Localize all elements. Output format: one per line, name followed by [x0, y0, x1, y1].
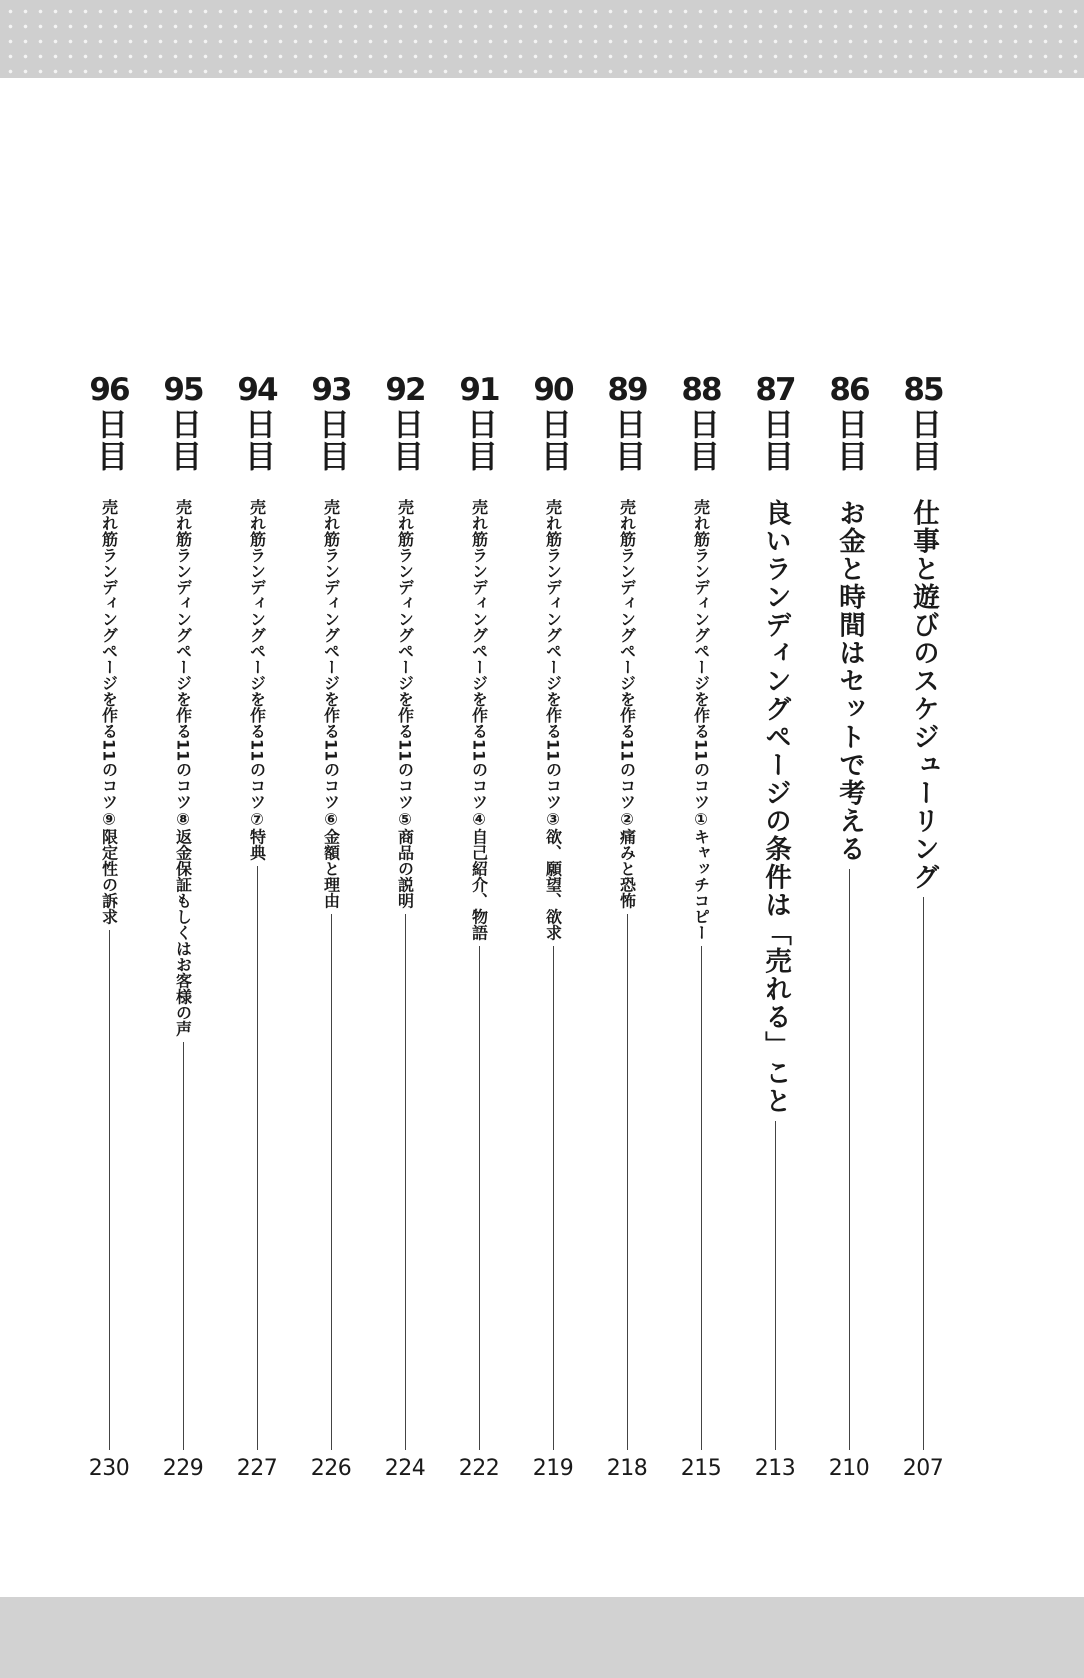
day-number: 91 — [459, 372, 499, 408]
toc-entry-90[interactable] — [525, 372, 581, 1490]
day-label — [525, 372, 581, 472]
leader-line — [331, 914, 332, 1450]
day-number: 85 — [903, 372, 943, 408]
day-number: 96 — [89, 372, 129, 408]
leader-line — [405, 914, 406, 1450]
day-number: 94 — [237, 372, 277, 408]
day-number: 95 — [163, 372, 203, 408]
entry-title — [246, 499, 269, 860]
day-label — [747, 372, 803, 472]
page-number: 219 — [532, 1456, 574, 1481]
leader-line — [257, 866, 258, 1450]
page-number: 207 — [902, 1456, 944, 1481]
day-number: 88 — [681, 372, 721, 408]
day-number: 90 — [533, 372, 573, 408]
entry-title-topic: ①キャッチコピー — [691, 809, 711, 941]
page-number: 230 — [88, 1456, 130, 1481]
page-number: 227 — [236, 1456, 278, 1481]
entry-title — [320, 499, 343, 908]
day-unit: 日目 — [165, 408, 201, 472]
day-unit: 日目 — [461, 408, 497, 472]
toc-entry-92[interactable] — [377, 372, 433, 1490]
toc-entry-89[interactable] — [599, 372, 655, 1490]
entry-title-topic: ②痛みと恐怖 — [617, 809, 637, 909]
page-number: 218 — [606, 1456, 648, 1481]
day-label — [673, 372, 729, 472]
bottom-band — [0, 1597, 1084, 1678]
leader-line — [849, 869, 850, 1450]
toc-entry-88[interactable] — [673, 372, 729, 1490]
day-unit: 日目 — [239, 408, 275, 472]
entry-title-series: 売れ筋ランディングページを作る11のコツ — [543, 499, 563, 810]
day-unit: 日目 — [91, 408, 127, 472]
day-label — [895, 372, 951, 472]
entry-title: 良いランディングページの条件は「売れる」こと — [760, 499, 791, 1115]
entry-title-series: 売れ筋ランディングページを作る11のコツ — [99, 499, 119, 810]
entry-title-series: 売れ筋ランディングページを作る11のコツ — [617, 499, 637, 810]
page-number: 224 — [384, 1456, 426, 1481]
toc-entry-87[interactable] — [747, 372, 803, 1490]
day-unit: 日目 — [313, 408, 349, 472]
entry-title-topic: ⑨限定性の訴求 — [99, 809, 119, 925]
top-dotted-band — [0, 0, 1084, 78]
entry-title — [690, 499, 713, 940]
day-number: 92 — [385, 372, 425, 408]
day-number: 89 — [607, 372, 647, 408]
toc-entry-85[interactable] — [895, 372, 951, 1490]
day-number: 87 — [755, 372, 795, 408]
page-number: 215 — [680, 1456, 722, 1481]
toc-entry-94[interactable] — [229, 372, 285, 1490]
toc-entry-95[interactable] — [155, 372, 211, 1490]
entry-title-series: 売れ筋ランディングページを作る11のコツ — [691, 499, 711, 810]
entry-title-topic: ⑥金額と理由 — [321, 809, 341, 909]
day-unit: 日目 — [831, 408, 867, 472]
page-number: 229 — [162, 1456, 204, 1481]
entry-title-topic: ③欲、願望、欲求 — [543, 809, 563, 941]
leader-line — [923, 897, 924, 1450]
leader-line — [775, 1121, 776, 1450]
toc-entry-93[interactable] — [303, 372, 359, 1490]
day-label — [377, 372, 433, 472]
entry-title — [172, 499, 195, 1036]
toc-entry-86[interactable] — [821, 372, 877, 1490]
leader-line — [553, 946, 554, 1450]
entry-title-series: 売れ筋ランディングページを作る11のコツ — [395, 499, 415, 810]
entry-title-topic: ⑤商品の説明 — [395, 809, 415, 909]
entry-title — [616, 499, 639, 908]
day-unit: 日目 — [757, 408, 793, 472]
toc-entry-91[interactable] — [451, 372, 507, 1490]
entry-title-topic: ④自己紹介、物語 — [469, 809, 489, 941]
entry-title-series: 売れ筋ランディングページを作る11のコツ — [247, 499, 267, 810]
day-unit: 日目 — [387, 408, 423, 472]
day-label — [303, 372, 359, 472]
day-unit: 日目 — [905, 408, 941, 472]
toc-entry-96[interactable] — [81, 372, 137, 1490]
leader-line — [479, 946, 480, 1450]
day-unit: 日目 — [609, 408, 645, 472]
leader-line — [701, 946, 702, 1450]
page-number: 222 — [458, 1456, 500, 1481]
day-label — [599, 372, 655, 472]
entry-title-topic: ⑧返金保証もしくはお客様の声 — [173, 809, 193, 1037]
leader-line — [109, 930, 110, 1450]
day-unit: 日目 — [535, 408, 571, 472]
day-label — [155, 372, 211, 472]
leader-line — [627, 914, 628, 1450]
entry-title — [98, 499, 121, 924]
entry-title-series: 売れ筋ランディングページを作る11のコツ — [469, 499, 489, 810]
page-number: 213 — [754, 1456, 796, 1481]
page-number: 226 — [310, 1456, 352, 1481]
entry-title-series: 売れ筋ランディングページを作る11のコツ — [173, 499, 193, 810]
page-number: 210 — [828, 1456, 870, 1481]
entry-title — [468, 499, 491, 940]
day-number: 93 — [311, 372, 351, 408]
day-label — [821, 372, 877, 472]
entry-title-topic: ⑦特典 — [247, 809, 267, 861]
entry-title-series: 売れ筋ランディングページを作る11のコツ — [321, 499, 341, 810]
day-label — [451, 372, 507, 472]
entry-title — [542, 499, 565, 940]
entry-title — [394, 499, 417, 908]
day-number: 86 — [829, 372, 869, 408]
day-label — [229, 372, 285, 472]
entry-title: お金と時間はセットで考える — [834, 499, 865, 863]
day-unit: 日目 — [683, 408, 719, 472]
day-label — [81, 372, 137, 472]
leader-line — [183, 1042, 184, 1450]
entry-title: 仕事と遊びのスケジューリング — [908, 499, 939, 891]
